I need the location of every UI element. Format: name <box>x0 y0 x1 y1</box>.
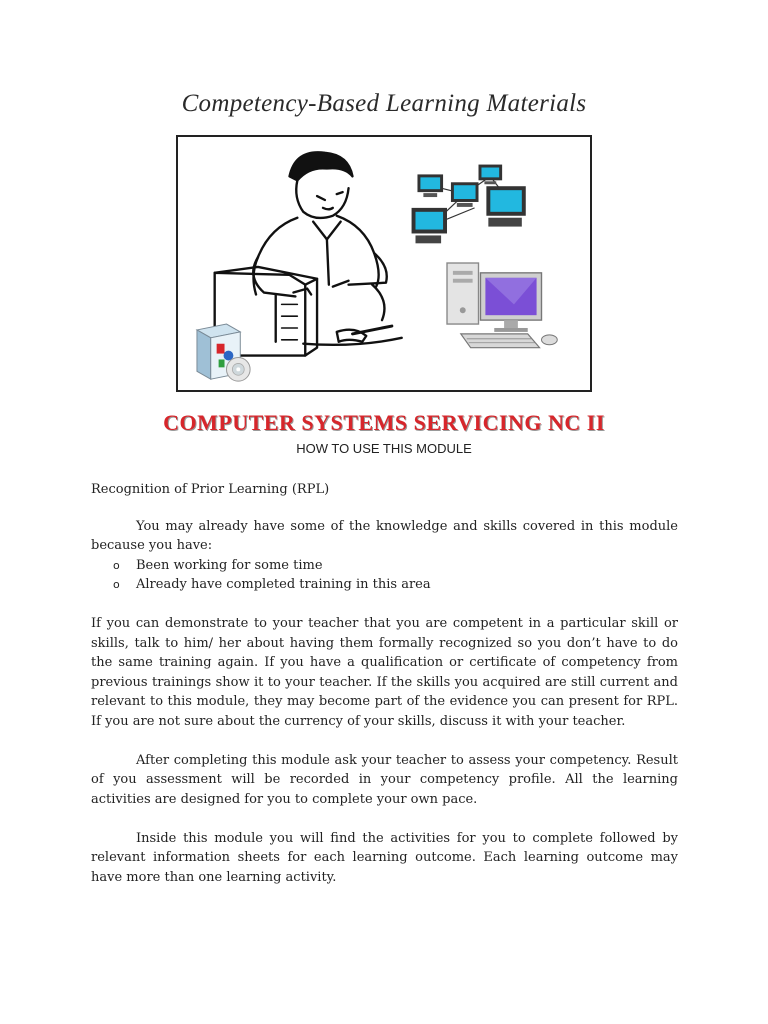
paragraph-assessment: After completing this module ask your teacher to assess your competency. Result of you assessment will be recorded in your competency profile. All the learning activities are designed for you to complete your own pace. <box>91 752 678 807</box>
bullet-list <box>91 556 678 595</box>
list-item <box>91 575 678 595</box>
bullet-icon: o <box>113 578 120 591</box>
intro-paragraph: You may already have some of the knowledge and skills covered in this module because you have: <box>91 518 678 553</box>
cover-illustration <box>176 135 592 392</box>
software-box-icon <box>197 324 250 381</box>
paragraph-rpl-evidence: If you can demonstrate to your teacher that you are competent in a particular skill or skills, talk to him/ her about having them formally recognized so you don’t have to do the same training again. If you have a qualification or certificate of competency from previous trainings show it to your teacher. If the skills you acquired are still current and relevant to this module, they may become part of the evidence you can present for RPL. If you are not sure about the currency of your skills, discuss it with your teacher. <box>91 616 678 729</box>
section-heading: Recognition of Prior Learning (RPL) <box>91 482 330 497</box>
list-item-text: Been working for some time <box>136 557 323 573</box>
paragraph-module-contents: Inside this module you will find the activities for you to complete followed by relevant information sheets for each learning outcome. Each learning outcome may have more than one learning activity. <box>91 830 678 885</box>
list-item-text: Already have completed training in this area <box>136 577 431 592</box>
module-banner-title: COMPUTER SYSTEMS SERVICING NC II <box>163 410 605 435</box>
desktop-computer-icon <box>447 263 557 348</box>
page-header: Competency-Based Learning Materials <box>181 90 587 117</box>
module-body <box>91 480 678 907</box>
module-subtitle: HOW TO USE THIS MODULE <box>296 441 472 456</box>
bullet-icon: o <box>113 558 120 572</box>
technician-illustration <box>215 152 402 355</box>
list-item <box>91 556 678 576</box>
cover-illustration-svg <box>178 137 590 390</box>
network-computers-icon <box>412 165 526 244</box>
